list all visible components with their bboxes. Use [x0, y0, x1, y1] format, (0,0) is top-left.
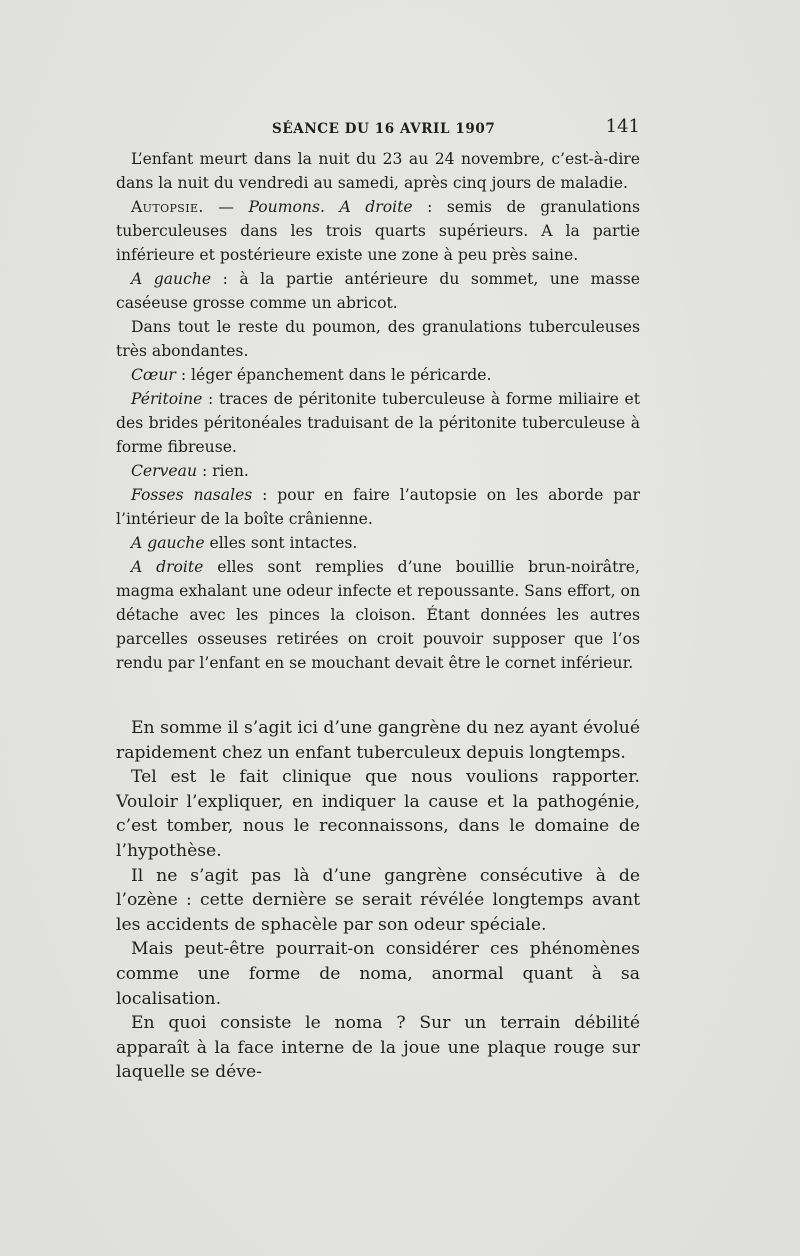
page-number: 141 [605, 116, 640, 137]
term-lungs: Poumons. [248, 198, 325, 216]
paragraph-summary: En somme il s’agit ici d’une gangrène du nez ayant évolué rapidement chez un enfant tuberculeux depuis longtemps. [116, 718, 640, 763]
paragraph-autopsy-lungs: Autopsie. — Poumons. A droite : semis de granulations tuberculeuses dans les trois quarts supérieurs. A la partie inférieure et postérieure existe une zone à peu près saine. [116, 198, 640, 264]
paragraph-noma-question: En quoi consiste le noma ? Sur un terrain débilité apparaît à la face interne de la joue une plaque rouge sur laquelle se déve- [116, 1013, 640, 1083]
paragraph-peritoneum: Péritoine : traces de péritonite tuberculeuse à forme miliaire et des brides péritonéales traduisant de la péritonite tuberculeuse à forme fibreuse. [116, 390, 640, 456]
term-right: A droite [339, 198, 413, 216]
page-header [116, 116, 640, 142]
paragraph-nasal-fossae: Fosses nasales : pour en faire l’autopsie on les aborde par l’intérieur de la boîte crânienne. [116, 486, 640, 528]
running-head: SÉANCE DU 16 AVRIL 1907 [272, 121, 496, 137]
paragraph-heart: Cœur : léger épanchement dans le péricarde. [131, 366, 492, 384]
paragraph-noma: Mais peut-être pourrait-on considérer ces phénomènes comme une forme de noma, anormal quant à sa localisation. [116, 939, 640, 1009]
autopsy-label: Autopsie. [131, 198, 204, 216]
paragraph-right-nasal: A droite elles sont remplies d’une bouillie brun-noirâtre, magma exhalant une odeur infecte et repoussante. Sans effort, on détache avec les pinces la cloison. Étant données les autres parcelles osseuses retirées on croit pouvoir supposer que l’os rendu par l’enfant en se mouchant devait être le cornet inférieur. [116, 558, 640, 672]
paragraph-clinical-fact: Tel est le fait clinique que nous voulions rapporter. Vouloir l’expliquer, en indiquer la cause et la pathogénie, c’est tomber, nous le reconnaissons, dans le domaine de l’hypothèse. [116, 767, 640, 861]
paragraph-lung-rest: Dans tout le reste du poumon, des granulations tuberculeuses très abondantes. [116, 318, 640, 360]
paragraph-brain: Cerveau : rien. [131, 462, 249, 480]
discussion [116, 716, 640, 1085]
paragraph-death: L’enfant meurt dans la nuit du 23 au 24 novembre, c’est-à-dire dans la nuit du vendredi au samedi, après cinq jours de maladie. [116, 150, 640, 192]
paragraph-left-nasal: A gauche elles sont intactes. [131, 534, 358, 552]
autopsy-report [116, 147, 640, 675]
paragraph-left-lung: A gauche : à la partie antérieure du sommet, une masse caséeuse grosse comme un abricot. [116, 270, 640, 312]
paragraph-ozena: Il ne s’agit pas là d’une gangrène consécutive à de l’ozène : cette dernière se serait révélée longtemps avant les accidents de sphacèle par son odeur spéciale. [116, 865, 640, 935]
